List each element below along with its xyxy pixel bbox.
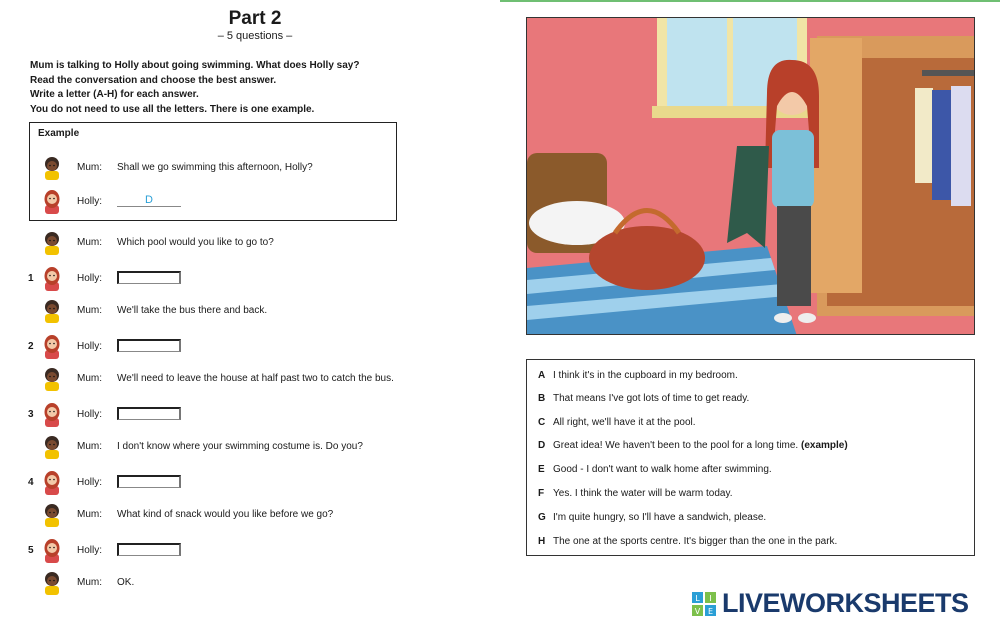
holly-row-3 (0, 401, 510, 429)
mum-avatar-icon (41, 569, 63, 595)
dialogue-line: We'll take the bus there and back. (117, 305, 268, 316)
mum-avatar-icon (41, 154, 63, 180)
badge-letter: E (707, 607, 714, 616)
holly-avatar-icon (41, 469, 63, 495)
speaker-label: Holly: (77, 341, 103, 352)
instruction-line: Mum is talking to Holly about going swimming. What does Holly say? (30, 60, 360, 71)
mum-avatar-icon (41, 365, 63, 391)
dialogue-line: Which pool would you like to go to? (117, 237, 274, 248)
option-a (538, 370, 738, 381)
answer-input-3[interactable] (117, 407, 181, 420)
liveworksheets-logo[interactable] (692, 588, 992, 620)
speaker-label: Holly: (77, 477, 103, 488)
example-holly-row (0, 188, 510, 216)
holly-row-1 (0, 265, 510, 293)
question-number: 5 (28, 545, 34, 556)
mum-row (0, 365, 510, 393)
badge-letter: I (709, 594, 712, 603)
live-badge-icon (692, 592, 716, 616)
answer-input-5[interactable] (117, 543, 181, 556)
speaker-label: Mum: (77, 577, 102, 588)
mum-avatar-icon (41, 229, 63, 255)
mum-row (0, 569, 510, 597)
holly-row-5 (0, 537, 510, 565)
example-answer: D (117, 194, 181, 207)
dialogue-line: What kind of snack would you like before we go? (117, 509, 334, 520)
option-letter: B (538, 393, 546, 404)
speaker-label: Mum: (77, 373, 102, 384)
option-text: Yes. I think the water will be warm today. (553, 488, 733, 499)
speaker-label: Mum: (77, 305, 102, 316)
holly-row-2 (0, 333, 510, 361)
question-number: 1 (28, 273, 34, 284)
question-number: 2 (28, 341, 34, 352)
answer-input-4[interactable] (117, 475, 181, 488)
top-accent-line (500, 0, 1000, 2)
holly-avatar-icon (41, 537, 63, 563)
answer-input-2[interactable] (117, 339, 181, 352)
mum-row (0, 229, 510, 257)
speaker-label: Mum: (77, 237, 102, 248)
speaker-label: Mum: (77, 441, 102, 452)
option-letter: F (538, 488, 545, 499)
mum-row (0, 297, 510, 325)
option-text: I think it's in the cupboard in my bedroom. (553, 370, 738, 381)
option-e (538, 464, 772, 475)
mum-avatar-icon (41, 433, 63, 459)
answer-input-1[interactable] (117, 271, 181, 284)
mum-avatar-icon (41, 501, 63, 527)
example-mum-row (0, 154, 510, 182)
dialogue-line: We'll need to leave the house at half past two to catch the bus. (117, 373, 394, 384)
mum-row (0, 501, 510, 529)
option-text: I'm quite hungry, so I'll have a sandwich, please. (553, 512, 767, 523)
option-h (538, 536, 837, 547)
bedroom-scene-image (527, 18, 975, 335)
speaker-label: Holly: (77, 196, 103, 207)
option-letter: G (538, 512, 546, 523)
speaker-label: Holly: (77, 273, 103, 284)
option-letter: E (538, 464, 545, 475)
instruction-line: Read the conversation and choose the best answer. (30, 74, 277, 86)
bedroom-illustration (526, 17, 975, 335)
option-c (538, 417, 696, 428)
mum-avatar-icon (41, 297, 63, 323)
mum-row (0, 433, 510, 461)
option-letter: A (538, 370, 546, 381)
speaker-label: Holly: (77, 545, 103, 556)
dialogue-line: Shall we go swimming this afternoon, Holly? (117, 162, 313, 173)
option-g (538, 512, 766, 523)
question-number: 4 (28, 477, 34, 488)
page-subtitle: – 5 questions – (217, 30, 293, 42)
option-text: Great idea! We haven't been to the pool for a long time. (553, 440, 799, 451)
option-text: The one at the sports centre. It's bigger than the one in the park. (553, 536, 838, 547)
answer-options-box (526, 359, 975, 556)
brand-name: LIVEWORKSHEETS (722, 588, 969, 618)
option-text: All right, we'll have it at the pool. (553, 417, 696, 428)
option-letter: C (538, 417, 546, 428)
instruction-line: You do not need to use all the letters. There is one example. (30, 103, 315, 115)
holly-avatar-icon (41, 401, 63, 427)
holly-row-4 (0, 469, 510, 497)
speaker-label: Mum: (77, 509, 102, 520)
option-text: That means I've got lots of time to get ready. (553, 393, 750, 404)
instructions (30, 59, 359, 117)
option-letter: H (538, 536, 546, 547)
holly-avatar-icon (41, 333, 63, 359)
option-text: Good - I don't want to walk home after swimming. (553, 464, 772, 475)
example-heading: Example (38, 128, 80, 139)
example-marker: (example) (801, 440, 848, 451)
badge-letter: V (694, 607, 701, 616)
page-title: Part 2 (228, 8, 282, 29)
instruction-line: Write a letter (A-H) for each answer. (30, 89, 199, 100)
holly-avatar-icon (41, 265, 63, 291)
dialogue-line: OK. (117, 577, 135, 588)
option-d (538, 440, 848, 451)
dialogue-line: I don't know where your swimming costume is. Do you? (117, 441, 363, 452)
speaker-label: Mum: (77, 162, 102, 173)
option-b (538, 393, 749, 404)
badge-letter: L (695, 594, 700, 603)
option-letter: D (538, 440, 546, 451)
option-f (538, 488, 733, 499)
holly-avatar-icon (41, 188, 63, 214)
speaker-label: Holly: (77, 409, 103, 420)
question-number: 3 (28, 409, 34, 420)
